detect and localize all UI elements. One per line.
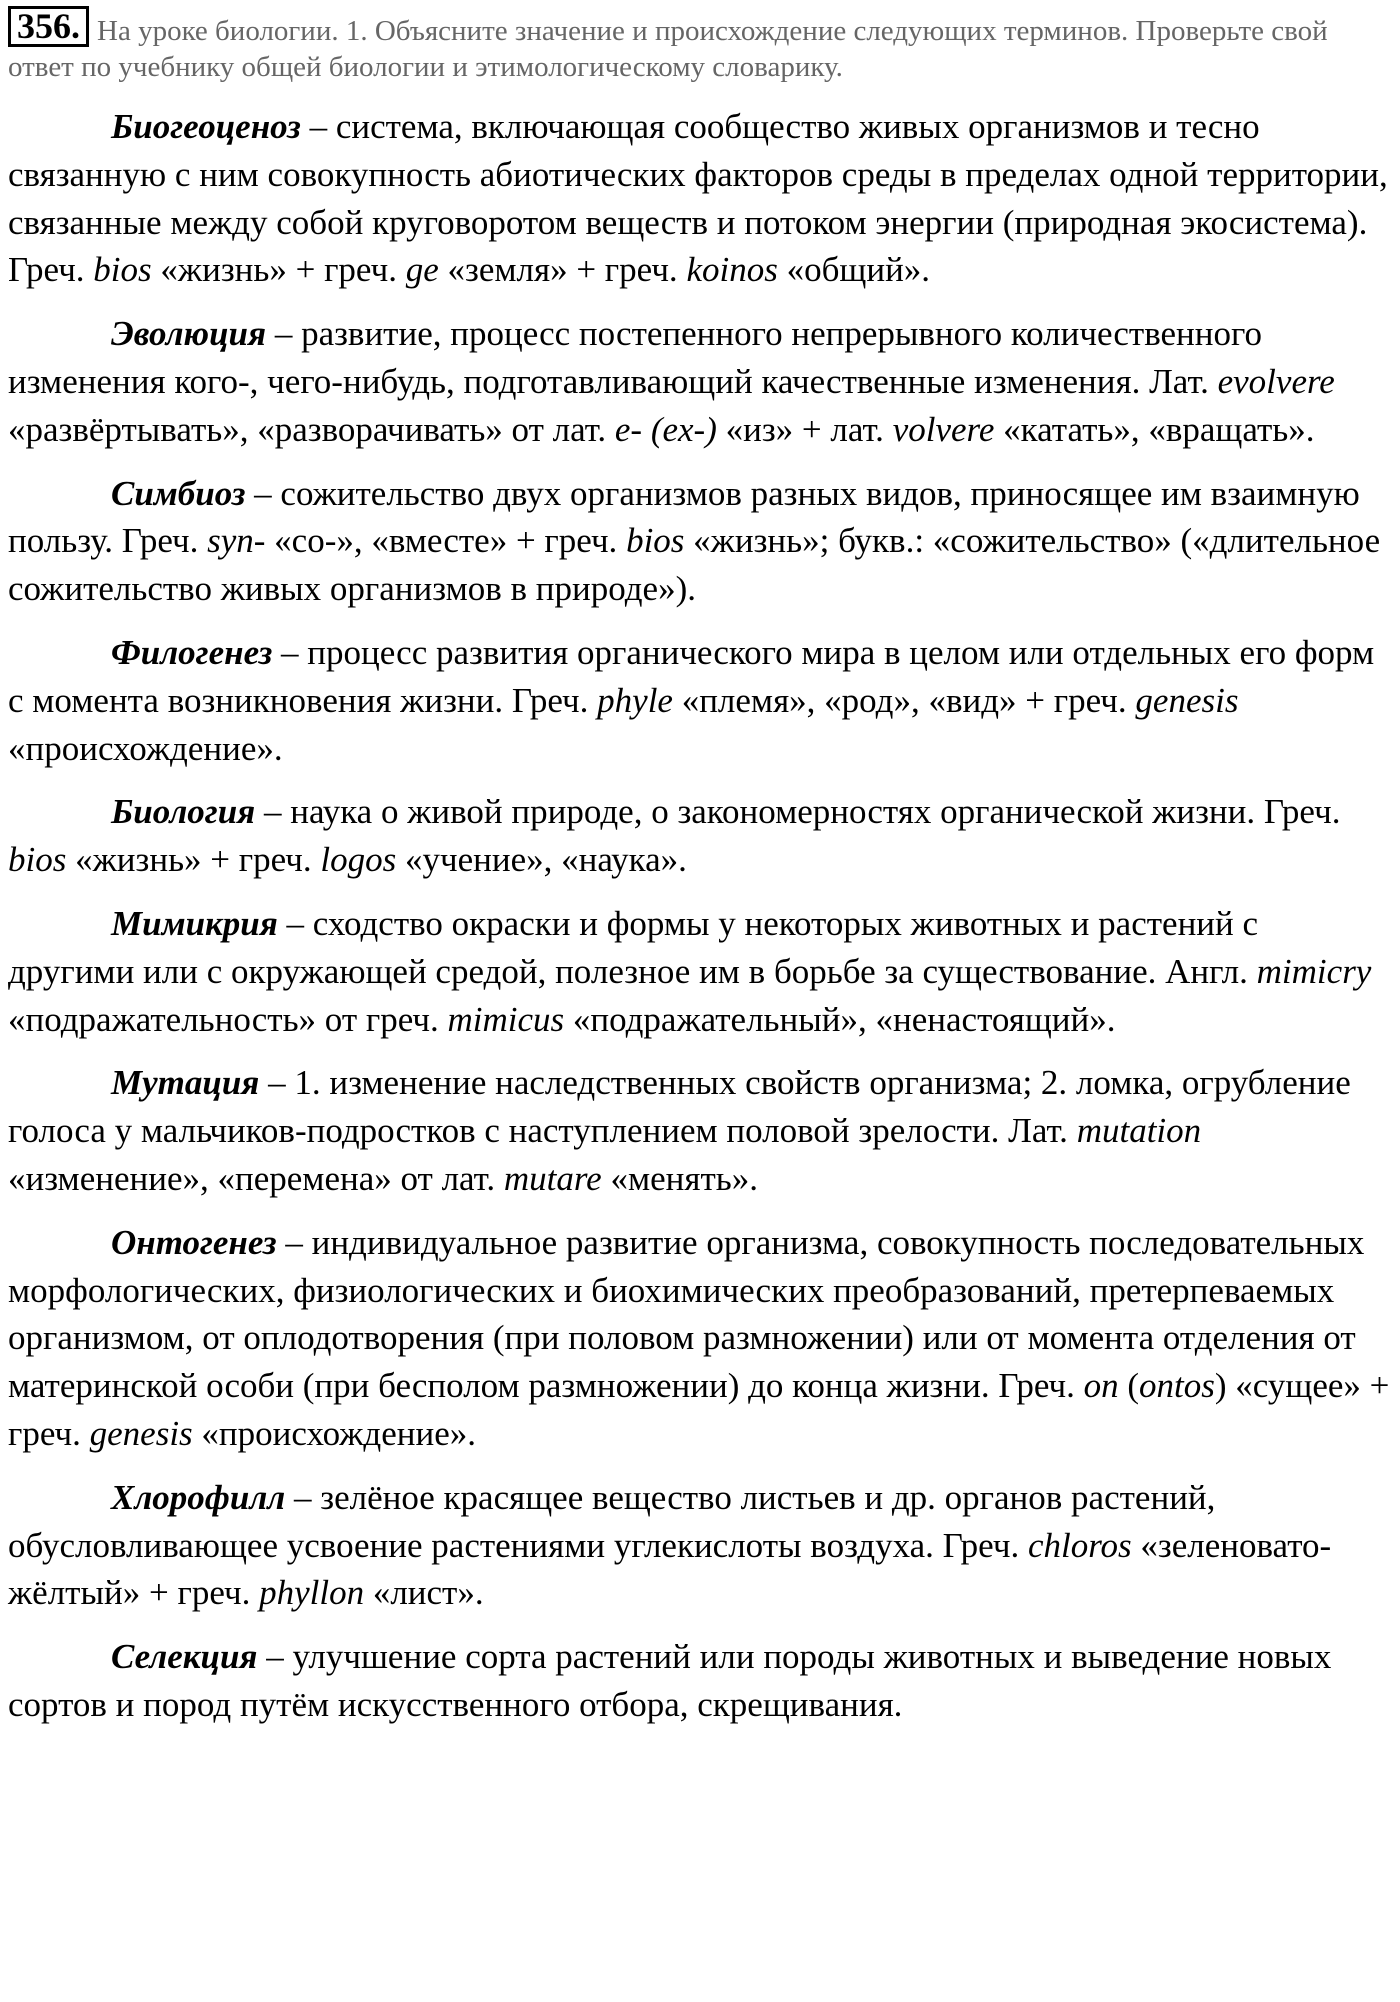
definition-text: – 1. изменение наследственных свойств организма; 2. ломка, огрубление голоса у мальчиков-подростков с наступлением половой зрелости. Лат. [8, 1063, 1351, 1151]
etymology-word: logos [320, 840, 397, 880]
term-word: Мутация [111, 1063, 260, 1103]
definition-text: «общий». [777, 250, 931, 290]
term-word: Биология [111, 792, 256, 832]
definition-text: «жизнь» + греч. [151, 250, 406, 290]
definition-text: «происхождение». [8, 728, 283, 768]
definition-text: «из» + лат. [716, 409, 893, 449]
definition-text: – индивидуальное развитие организма, совокупность последовательных морфологических, физиологических и биохимических преобразований, претерпеваемых организмом, от оплодотворения (при половом размножении) или от момента отделения от материнской особи (при бесполом размножении) до конца жизни. Греч. [8, 1222, 1365, 1406]
definition-text: «лист». [364, 1573, 484, 1613]
etymology-word: chloros [1027, 1525, 1132, 1565]
definition-text: «учение», «наука». [396, 840, 687, 880]
definition-text: «жизнь»; букв.: «сожительство» («длительное сожительство живых организмов в природе»). [8, 521, 1381, 609]
term-word: Симбиоз [111, 473, 246, 513]
etymology-word: mutation [1076, 1111, 1202, 1151]
etymology-word: on [1083, 1366, 1119, 1406]
definition-text: – развитие, процесс постепенного непрерывного количественного изменения кого-, чего-нибудь, подготавливающий качественные изменения. Лат. [8, 314, 1262, 401]
definition-text: «подражательный», «ненастоящий». [564, 999, 1116, 1039]
term-entry [8, 900, 1393, 1043]
term-entry [8, 629, 1393, 772]
term-word: Селекция [111, 1637, 258, 1677]
term-entry [8, 1474, 1393, 1617]
term-word: Онтогенез [111, 1222, 277, 1262]
definition-text: «катать», «вращать». [994, 409, 1315, 449]
etymology-word: syn [207, 521, 254, 561]
definition-text: «изменение», «перемена» от лат. [8, 1158, 504, 1198]
definition-text: - «со-», «вместе» + греч. [253, 521, 627, 561]
etymology-word: bios [93, 250, 152, 290]
etymology-word: phyllon [259, 1573, 365, 1613]
term-word: Хлорофилл [111, 1477, 286, 1517]
definition-text: – зелёное красящее вещество листьев и др. органов растений, обусловливающее усвоение растениями углекислоты воздуха. Греч. [8, 1477, 1216, 1565]
etymology-word: genesis [1135, 680, 1239, 720]
etymology-word: phyle [597, 680, 673, 720]
definition-text: «происхождение». [192, 1413, 477, 1453]
definition-text: «земля» + греч. [438, 250, 687, 290]
term-word: Мимикрия [111, 903, 278, 943]
definition-text: «племя», «род», «вид» + греч. [672, 680, 1136, 720]
definition-text: «менять». [601, 1158, 758, 1198]
etymology-word: e- (ex-) [614, 409, 717, 449]
definition-text: «развёртывать», «разворачивать» от лат. [8, 409, 615, 449]
term-entry [8, 788, 1393, 884]
etymology-word: volvere [892, 409, 995, 449]
etymology-word: mutare [503, 1158, 602, 1198]
etymology-word: evolvere [1217, 361, 1335, 401]
term-word: Филогенез [111, 632, 273, 672]
term-entry [8, 310, 1393, 453]
etymology-word: koinos [686, 250, 778, 290]
definition-text: ) «сущее» + греч. [8, 1366, 1390, 1453]
term-entry [8, 1059, 1393, 1202]
term-list [0, 103, 1393, 1729]
exercise-header [8, 6, 1388, 85]
term-word: Эволюция [111, 314, 267, 354]
etymology-word: bios [8, 840, 67, 880]
definition-text: – процесс развития органического мира в целом или отдельных его форм с момента возникновения жизни. Греч. [8, 632, 1375, 720]
exercise-instructions: На уроке биологии. 1. Объясните значение и происхождение следующих терминов. Проверьте свой ответ по учебнику общей биологии и этимологическому словарику. [8, 15, 1328, 83]
etymology-word: mimicry [1256, 951, 1372, 991]
etymology-word: bios [626, 521, 685, 561]
term-entry [8, 103, 1393, 294]
term-word: Биогеоценоз [111, 107, 301, 146]
definition-text: ( [1118, 1366, 1140, 1406]
definition-text: – улучшение сорта растений или породы животных и выведение новых сортов и пород путём искусственного отбора, скрещивания. [8, 1637, 1332, 1724]
etymology-word: genesis [89, 1413, 193, 1453]
etymology-word: ge [405, 250, 439, 290]
definition-text: – наука о живой природе, о закономерностях органической жизни. Греч. [255, 792, 1341, 832]
term-entry [8, 470, 1393, 613]
term-entry [8, 1633, 1393, 1729]
term-entry [8, 1219, 1393, 1458]
definition-text: «жизнь» + греч. [66, 840, 321, 880]
definition-text: «зеленовато-жёлтый» + греч. [8, 1525, 1332, 1613]
definition-text: – сходство окраски и формы у некоторых животных и растений с другими или с окружающей средой, полезное им в борьбе за существование. Англ. [8, 903, 1259, 991]
etymology-word: mimicus [447, 999, 565, 1039]
exercise-number: 356. [8, 6, 89, 47]
definition-text: – сожительство двух организмов разных видов, приносящее им взаимную пользу. Греч. [8, 473, 1360, 561]
etymology-word: ontos [1139, 1366, 1215, 1406]
definition-text: «подражательность» от греч. [8, 999, 448, 1039]
definition-text: – система, включающая сообщество живых организмов и тесно связанную с ним совокупность абиотических факторов среды в пределах одной территории, связанные между собой круговоротом веществ и потоком энергии (природная экосистема). Греч. [8, 107, 1388, 290]
